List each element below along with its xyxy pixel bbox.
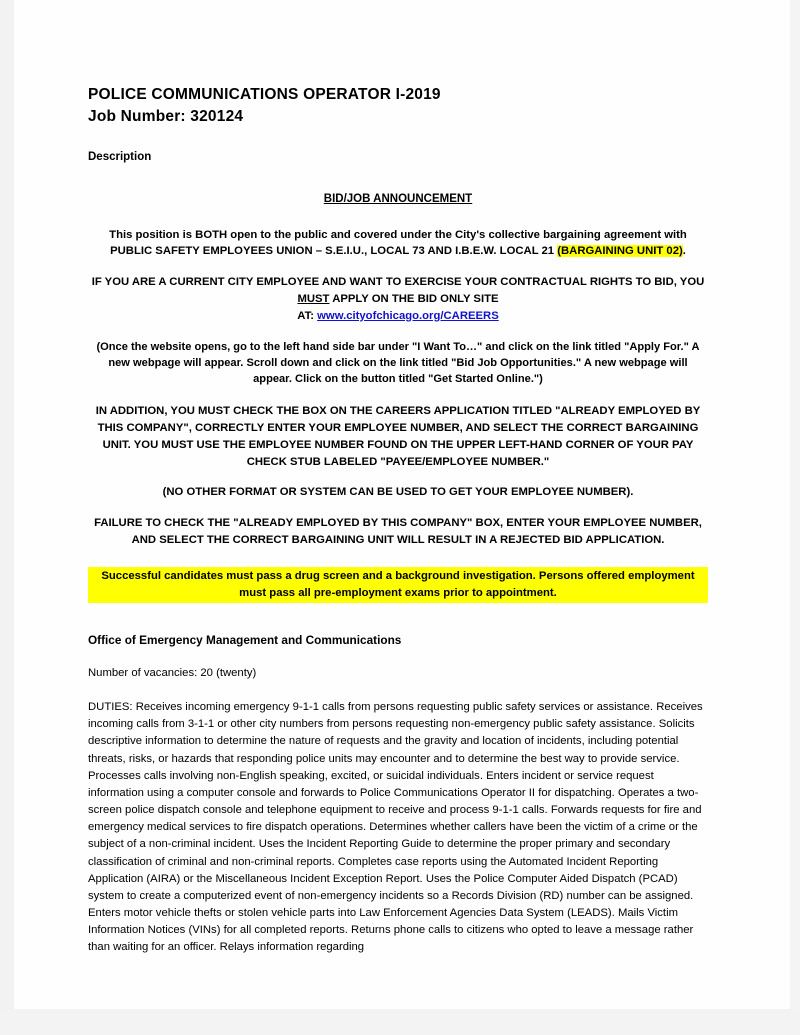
job-number: Job Number: 320124	[88, 108, 244, 126]
bid-at-label: AT:	[297, 309, 318, 322]
scan-edge-right	[790, 0, 800, 1035]
bargaining-unit-highlight: (BARGAINING UNIT 02)	[557, 245, 683, 258]
bid-instructions-text-1: IF YOU ARE A CURRENT CITY EMPLOYEE AND WANT TO EXERCISE YOUR CONTRACTUAL RIGHTS TO BID, YOU	[91, 275, 705, 288]
intro-text: This position is BOTH open to the public and covered under the City's collective bargaining agreement with PUBLIC SAFETY EMPLOYEES UNION – S.E.I.U., LOCAL 73 AND I.B.E.W. LOCAL 21	[109, 228, 687, 258]
bid-instructions-must: MUST	[297, 292, 330, 305]
scan-edge-left	[0, 0, 14, 1035]
intro-period: .	[682, 245, 686, 258]
scan-edge-bottom	[0, 1009, 800, 1035]
careers-link[interactable]: www.cityofchicago.org/CAREERS	[317, 309, 499, 322]
no-other-format-note: (NO OTHER FORMAT OR SYSTEM CAN BE USED TO GET YOUR EMPLOYEE NUMBER).	[162, 486, 634, 499]
drug-screen-notice: Successful candidates must pass a drug screen and a background investigation. Persons offered employment must pass all pre-employment exams prior to appointment.	[88, 567, 708, 603]
intro-paragraph	[88, 227, 708, 260]
duties-paragraph: DUTIES: Receives incoming emergency 9-1-1 calls from persons requesting public safety services or assistance. Receives incoming calls from 3-1-1 or other city numbers from persons requesting non-emergency public safety assistance. Solicits descriptive information to determine the nature of requests and the gravity and location of incidents, including potential threats, risks, or hazards that responding police units may encounter and to determine the best way to provide service. Processes calls involving non-English speaking, excited, or suicidal individuals. Enters incident or service request information using a computer console and forwards to Police Communications Operator II for dispatching. Operates a two-screen police dispatch console and telephone equipment to receive and process 9-1-1 calls. Forwards requests for fire and emergency medical services to fire dispatch operations. Determines whether callers have been the victim of a crime or the subject of a non-criminal incident. Uses the Incident Reporting Guide to determine the proper primary and secondary classification of criminal and non-criminal reports. Completes case reports using the Automated Incident Reporting Application (AIRA) or the Miscellaneous Incident Exception Report. Uses the Police Computer Aided Dispatch (PCAD) system to create a computerized event of non-emergency incidents so a Records Division (RD) number can be assigned. Enters motor vehicle thefts or stolen vehicle parts into Law Enforcement Agencies Data System (LEADS). Mails Victim Information Notices (VINs) for all completed reports. Returns phone calls to citizens who opted to leave a message rather than waiting for an officer. Relays information regarding	[88, 701, 703, 954]
failure-paragraph: FAILURE TO CHECK THE "ALREADY EMPLOYED BY THIS COMPANY" BOX, ENTER YOUR EMPLOYEE NUMBER, AND SELECT THE CORRECT BARGAINING UNIT WILL RESULT IN A REJECTED BID APPLICATION.	[94, 517, 702, 547]
bid-instructions-text-2: APPLY ON THE BID ONLY SITE	[329, 292, 499, 305]
bid-instructions	[88, 274, 708, 325]
department-name: Office of Emergency Management and Communications	[88, 633, 402, 648]
description-label: Description	[88, 150, 152, 163]
announcement-heading: BID/JOB ANNOUNCEMENT	[323, 192, 473, 205]
website-steps: (Once the website opens, go to the left hand side bar under "I Want To…" and click on the link titled "Apply For." A new webpage will appear. Scroll down and click on the link titled "Bid Job Opportunities." A new webpage will appear. Click on the button titled "Get Started Online.")	[96, 340, 700, 385]
document-content	[88, 84, 708, 957]
addition-paragraph: IN ADDITION, YOU MUST CHECK THE BOX ON THE CAREERS APPLICATION TITLED "ALREADY EMPLOYED BY THIS COMPANY", CORRECTLY ENTER YOUR EMPLOYEE NUMBER, AND SELECT THE CORRECT BARGAINING UNIT. YOU MUST USE THE EMPLOYEE NUMBER FOUND ON THE UPPER LEFT-HAND CORNER OF YOUR PAY CHECK STUB LABELED "PAYEE/EMPLOYEE NUMBER."	[95, 404, 701, 468]
page-title: POLICE COMMUNICATIONS OPERATOR I-2019	[88, 86, 441, 103]
vacancies-count: Number of vacancies: 20 (twenty)	[88, 667, 257, 680]
